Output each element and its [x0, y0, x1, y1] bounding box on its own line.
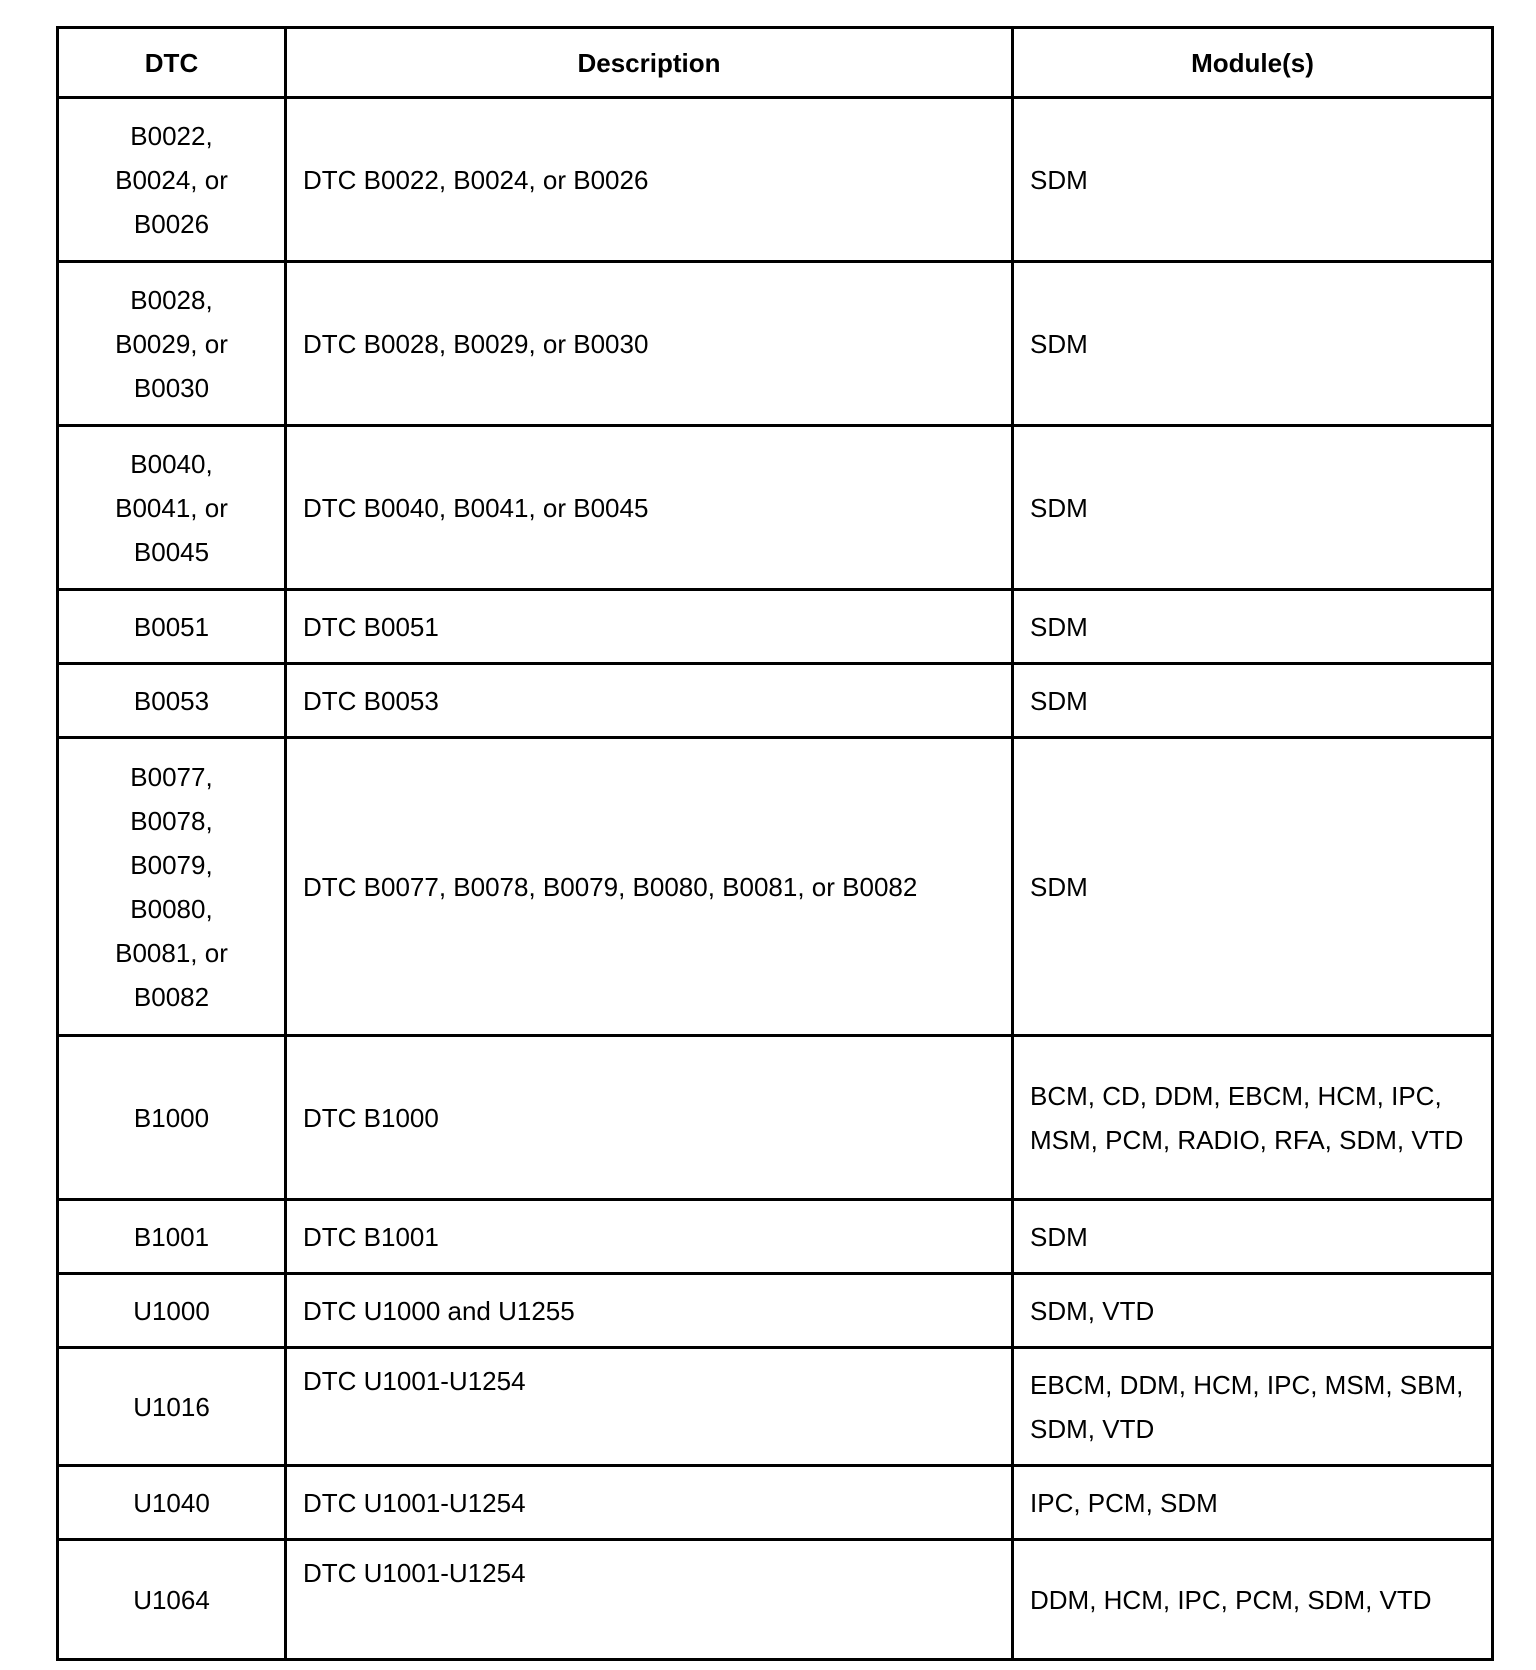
dtc-cell: B0022, B0024, or B0026: [58, 98, 286, 262]
description-cell: DTC B1000: [286, 1036, 1013, 1200]
modules-cell: SDM: [1013, 738, 1493, 1036]
modules-cell: SDM: [1013, 590, 1493, 664]
description-cell: DTC U1000 and U1255: [286, 1274, 1013, 1348]
modules-cell: SDM: [1013, 262, 1493, 426]
description-cell: DTC U1001-U1254: [286, 1466, 1013, 1540]
table-row: [58, 664, 1493, 738]
description-cell: DTC B0022, B0024, or B0026: [286, 98, 1013, 262]
dtc-cell: B1001: [58, 1200, 286, 1274]
description-cell: DTC B0053: [286, 664, 1013, 738]
dtc-cell: U1016: [58, 1348, 286, 1466]
dtc-cell: U1040: [58, 1466, 286, 1540]
modules-cell: SDM: [1013, 664, 1493, 738]
table-row: [58, 1274, 1493, 1348]
dtc-cell: U1064: [58, 1540, 286, 1660]
header-description: Description: [286, 28, 1013, 98]
table-row: [58, 1200, 1493, 1274]
table-header-row: [58, 28, 1493, 98]
description-cell: DTC B0077, B0078, B0079, B0080, B0081, or B0082: [286, 738, 1013, 1036]
modules-cell: SDM: [1013, 426, 1493, 590]
dtc-cell: U1000: [58, 1274, 286, 1348]
modules-cell: IPC, PCM, SDM: [1013, 1466, 1493, 1540]
description-cell: DTC B0040, B0041, or B0045: [286, 426, 1013, 590]
dtc-cell: B0077, B0078, B0079, B0080, B0081, or B0082: [58, 738, 286, 1036]
modules-cell: BCM, CD, DDM, EBCM, HCM, IPC, MSM, PCM, RADIO, RFA, SDM, VTD: [1013, 1036, 1493, 1200]
table-row: [58, 98, 1493, 262]
modules-cell: SDM: [1013, 98, 1493, 262]
description-cell: DTC B0028, B0029, or B0030: [286, 262, 1013, 426]
description-cell: DTC B0051: [286, 590, 1013, 664]
modules-cell: SDM, VTD: [1013, 1274, 1493, 1348]
table-row: [58, 1466, 1493, 1540]
dtc-cell: B0040, B0041, or B0045: [58, 426, 286, 590]
dtc-table: [56, 26, 1494, 1661]
modules-cell: SDM: [1013, 1200, 1493, 1274]
dtc-cell: B0028, B0029, or B0030: [58, 262, 286, 426]
dtc-cell: B1000: [58, 1036, 286, 1200]
table-row: [58, 262, 1493, 426]
table-row: [58, 1348, 1493, 1466]
dtc-cell: B0053: [58, 664, 286, 738]
modules-cell: DDM, HCM, IPC, PCM, SDM, VTD: [1013, 1540, 1493, 1660]
dtc-cell: B0051: [58, 590, 286, 664]
description-cell: DTC B1001: [286, 1200, 1013, 1274]
header-dtc: DTC: [58, 28, 286, 98]
table-row: [58, 1540, 1493, 1660]
table-row: [58, 426, 1493, 590]
description-cell: DTC U1001-U1254: [286, 1348, 1013, 1466]
document-page: [56, 26, 1491, 1661]
description-cell: DTC U1001-U1254: [286, 1540, 1013, 1660]
table-row: [58, 738, 1493, 1036]
header-modules: Module(s): [1013, 28, 1493, 98]
table-row: [58, 590, 1493, 664]
table-row: [58, 1036, 1493, 1200]
modules-cell: EBCM, DDM, HCM, IPC, MSM, SBM, SDM, VTD: [1013, 1348, 1493, 1466]
